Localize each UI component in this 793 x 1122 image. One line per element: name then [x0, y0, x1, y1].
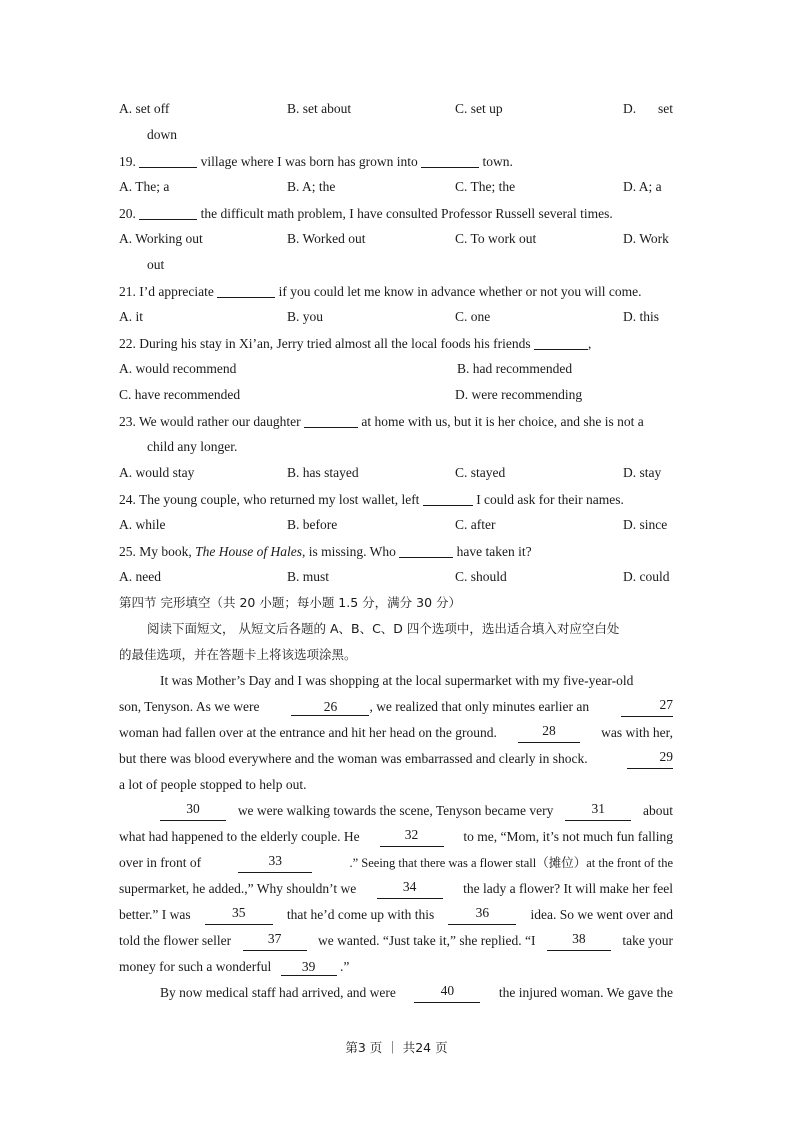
- option-a: A. while: [119, 517, 166, 532]
- passage-text: told the flower seller: [119, 933, 232, 948]
- book-title: The House of Hales: [195, 544, 303, 559]
- option-a: A. Working out: [119, 231, 203, 246]
- question-23: [119, 411, 673, 431]
- passage-text: about: [643, 803, 673, 818]
- answer-blank: [217, 283, 275, 298]
- passage-text: the injured woman. We gave the: [498, 985, 673, 1000]
- question-text: I could ask for their names.: [476, 492, 624, 507]
- question-text: 23. We would rather our daughter: [119, 414, 301, 429]
- blank-28: 28: [518, 723, 580, 743]
- q21-options: [119, 307, 673, 327]
- blank-31: 31: [565, 801, 631, 821]
- question-21: [119, 281, 673, 301]
- answer-blank: [423, 491, 473, 506]
- passage-text: .” Seeing that there was a flower stall（摊位）at the front of the: [349, 856, 673, 870]
- passage-text: the lady a flower? It will make her feel: [463, 881, 673, 896]
- blank-34: 34: [377, 879, 443, 899]
- question-19: [119, 151, 673, 171]
- q18-options: [119, 99, 673, 119]
- answer-blank: [139, 153, 197, 168]
- question-text: 22. During his stay in Xi’an, Jerry tried almost all the local foods his friends: [119, 336, 531, 351]
- passage-text: was with her,: [601, 725, 673, 740]
- answer-blank: [399, 543, 453, 558]
- option-a: A. it: [119, 309, 144, 324]
- question-number: 19.: [119, 154, 136, 169]
- question-text: , is missing. Who: [302, 544, 396, 559]
- passage-text: to me, “Mom, it’s not much fun falling: [463, 829, 673, 844]
- question-25: [119, 541, 673, 561]
- q22-options-row2: [119, 385, 673, 405]
- option-b: B. you: [287, 309, 324, 324]
- question-text: the difficult math problem, I have consulted Professor Russell several times.: [200, 206, 613, 221]
- q24-options: [119, 515, 673, 535]
- option-b: B. Worked out: [287, 231, 366, 246]
- passage-text: take your: [622, 933, 673, 948]
- option-d: D. A; a: [623, 179, 662, 194]
- passage-text: .”: [339, 959, 350, 974]
- q25-options: [119, 567, 673, 587]
- answer-blank: [421, 153, 479, 168]
- passage-line: [160, 983, 673, 1003]
- section-heading: 第四节 完形填空（共 20 小题；每小题 1.5 分，满分 30 分）: [119, 595, 462, 610]
- option-c: C. stayed: [455, 465, 506, 480]
- page-footer: 第3 页 ｜ 共24 页: [345, 1040, 448, 1055]
- q19-options: [119, 177, 673, 197]
- passage-text: but there was blood everywhere and the woman was embarrassed and clearly in shock.: [119, 751, 588, 766]
- passage-text: idea. So we went over and: [530, 907, 673, 922]
- option-d: D. could: [623, 569, 670, 584]
- question-22: [119, 333, 673, 353]
- question-text: ,: [588, 336, 592, 351]
- option-a: A. would stay: [119, 465, 195, 480]
- option-b: B. has stayed: [287, 465, 359, 480]
- blank-33: 33: [238, 853, 312, 873]
- blank-36: 36: [448, 905, 516, 925]
- option-c: C. should: [455, 569, 507, 584]
- option-a: A. set off: [119, 101, 170, 116]
- question-number: 20.: [119, 206, 136, 221]
- option-c: C. To work out: [455, 231, 537, 246]
- answer-blank: [139, 205, 197, 220]
- blank-26: 26: [291, 699, 369, 716]
- passage-text: woman had fallen over at the entrance and hit her head on the ground.: [119, 725, 497, 740]
- passage-text: supermarket, he added.,” Why shouldn’t we: [119, 881, 357, 896]
- blank-35: 35: [205, 905, 273, 925]
- passage-text: better.” I was: [119, 907, 191, 922]
- passage-text: By now medical staff had arrived, and were: [160, 985, 396, 1000]
- option-b: B. before: [287, 517, 338, 532]
- blank-37: 37: [243, 931, 307, 951]
- section-instructions: 阅读下面短文， 从短文后各题的 A、B、C、D 四个选项中，选出适合填入对应空白处: [147, 621, 620, 636]
- passage-line: [160, 671, 673, 691]
- option-a: A. would recommend: [119, 361, 237, 376]
- question-20: [119, 203, 673, 223]
- passage-line: [119, 723, 673, 743]
- option-c: C. after: [455, 517, 496, 532]
- option-c: C. set up: [455, 101, 503, 116]
- q22-options-row1: [119, 359, 673, 379]
- option-d: D. Work: [623, 231, 669, 246]
- option-c: C. one: [455, 309, 491, 324]
- passage-line: [119, 749, 673, 769]
- option-d: D. were recommending: [455, 387, 583, 402]
- blank-40: 40: [414, 983, 480, 1003]
- passage-line: [119, 827, 673, 847]
- option-d: D. since: [623, 517, 668, 532]
- passage-text: son, Tenyson. As we were: [119, 699, 260, 714]
- question-text: town.: [482, 154, 513, 169]
- blank-38: 38: [547, 931, 611, 951]
- question-text: if you could let me know in advance whether or not you will come.: [278, 284, 642, 299]
- option-d-text: set: [658, 101, 673, 116]
- question-text: have taken it?: [456, 544, 532, 559]
- option-a: A. The; a: [119, 179, 170, 194]
- passage-text: , we realized that only minutes earlier an: [369, 699, 590, 714]
- question-text: at home with us, but it is her choice, and she is not a: [361, 414, 644, 429]
- option-a: A. need: [119, 569, 161, 584]
- passage-text: we were walking towards the scene, Tenyson became very: [237, 803, 554, 818]
- passage-text: money for such a wonderful: [119, 959, 272, 974]
- option-b: B. set about: [287, 101, 352, 116]
- q20-option-d-wrap: out: [147, 257, 165, 272]
- blank-39: 39: [281, 959, 337, 976]
- blank-29: 29: [627, 749, 673, 769]
- passage-line: [119, 957, 673, 977]
- option-d: D. this: [623, 309, 660, 324]
- question-text: 24. The young couple, who returned my lost wallet, left: [119, 492, 420, 507]
- question-text: village where I was born has grown into: [200, 154, 418, 169]
- blank-27: 27: [621, 697, 673, 717]
- question-23-wrap: child any longer.: [147, 439, 238, 454]
- passage-line: a lot of people stopped to help out.: [119, 777, 307, 792]
- passage-line: [119, 697, 673, 717]
- option-b: B. must: [287, 569, 330, 584]
- passage-text: that he’d come up with this: [286, 907, 435, 922]
- passage-line: [119, 879, 673, 899]
- passage-text: what had happened to the elderly couple. He: [119, 829, 360, 844]
- q23-options: [119, 463, 673, 483]
- q20-options: [119, 229, 673, 249]
- option-b: B. had recommended: [457, 361, 573, 376]
- question-text: 21. I’d appreciate: [119, 284, 214, 299]
- question-24: [119, 489, 673, 509]
- passage-line: [119, 905, 673, 925]
- option-c: C. The; the: [455, 179, 516, 194]
- question-text: 25. My book,: [119, 544, 192, 559]
- answer-blank: [304, 413, 358, 428]
- passage-line: [160, 801, 673, 821]
- option-b: B. A; the: [287, 179, 336, 194]
- passage-line: [119, 853, 673, 873]
- answer-blank: [534, 335, 588, 350]
- blank-30: 30: [160, 801, 226, 821]
- blank-32: 32: [380, 827, 444, 847]
- option-d: D. stay: [623, 465, 662, 480]
- q18-option-d-wrap: down: [147, 127, 177, 142]
- passage-text: we wanted. “Just take it,” she replied. “I: [318, 933, 536, 948]
- option-c: C. have recommended: [119, 387, 241, 402]
- passage-text: It was Mother’s Day and I was shopping at the local supermarket with my five-year-old: [160, 673, 634, 688]
- passage-text: over in front of: [119, 855, 202, 870]
- section-instructions-cont: 的最佳选项，并在答题卡上将该选项涂黑。: [119, 647, 357, 662]
- option-d-label: D.: [623, 101, 637, 116]
- passage-line: [119, 931, 673, 951]
